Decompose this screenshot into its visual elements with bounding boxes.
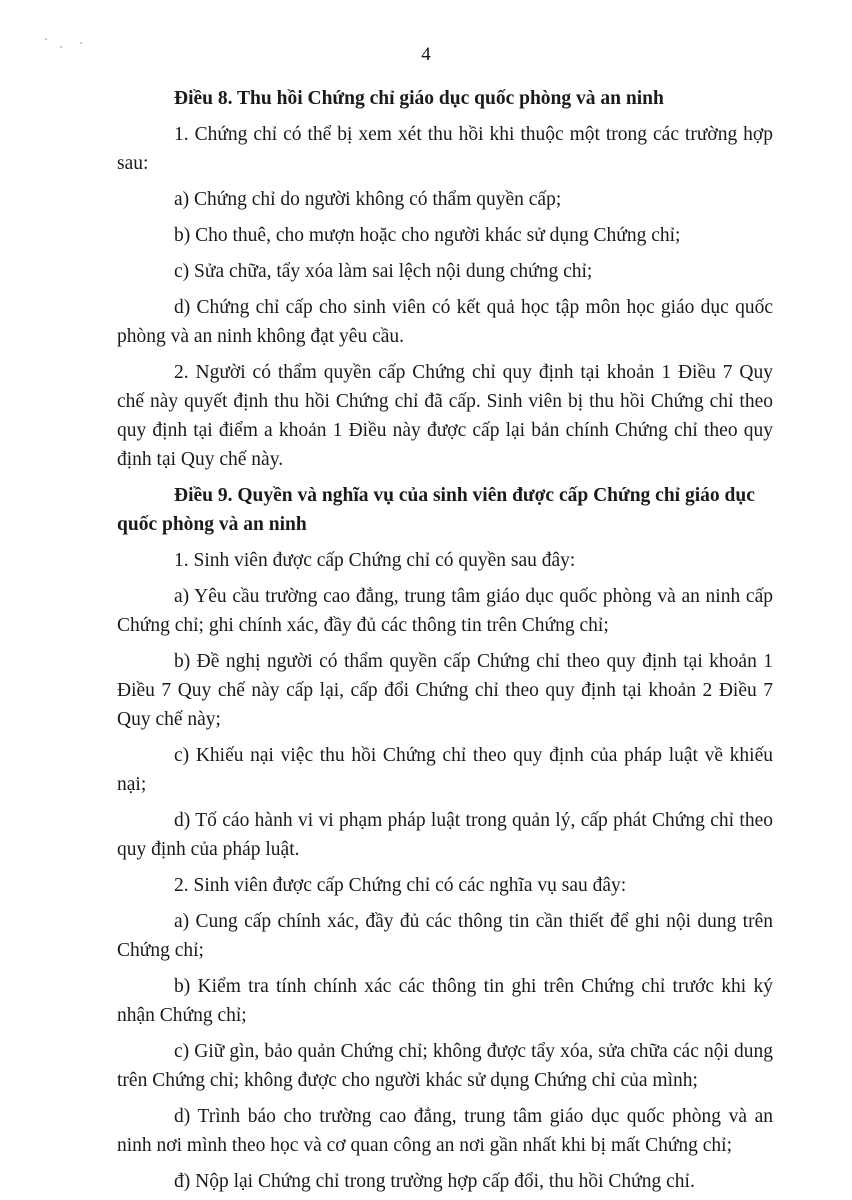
article-8-clause-1-d: d) Chứng chỉ cấp cho sinh viên có kết quả học tập môn học giáo dục quốc phòng và an ninh không đạt yêu cầu. [117,297,773,347]
article-9-clause-2-a: a) Cung cấp chính xác, đầy đủ các thông tin cần thiết để ghi nội dung trên Chứng chỉ; [117,911,773,961]
article-9-clause-2-dd: đ) Nộp lại Chứng chỉ trong trường hợp cấp đổi, thu hồi Chứng chỉ. [174,1171,695,1192]
article-9-clause-2-b: b) Kiểm tra tính chính xác các thông tin ghi trên Chứng chỉ trước khi ký nhận Chứng chỉ; [117,976,773,1026]
article-9-heading: Điều 9. Quyền và nghĩa vụ của sinh viên được cấp Chứng chỉ giáo dục quốc phòng và an ninh [117,485,755,535]
article-9-clause-1-a: a) Yêu cầu trường cao đẳng, trung tâm giáo dục quốc phòng và an ninh cấp Chứng chỉ; ghi chính xác, đầy đủ các thông tin trên Chứng chỉ; [117,586,773,636]
article-9-clause-1-b: b) Đề nghị người có thẩm quyền cấp Chứng chỉ theo quy định tại khoản 1 Điều 7 Quy chế này cấp lại, cấp đổi Chứng chỉ theo quy định tại khoản 2 Điều 7 Quy chế này; [117,651,773,730]
article-9-clause-1: 1. Sinh viên được cấp Chứng chỉ có quyền sau đây: [174,550,576,571]
article-9-clause-1-d: d) Tố cáo hành vi vi phạm pháp luật trong quản lý, cấp phát Chứng chỉ theo quy định của pháp luật. [117,810,773,860]
page-number: 4 [421,44,431,65]
article-8-clause-1-a: a) Chứng chỉ do người không có thẩm quyền cấp; [174,189,562,210]
article-9-clause-1-c: c) Khiếu nại việc thu hồi Chứng chỉ theo quy định của pháp luật về khiếu nại; [117,745,773,795]
article-9-clause-2: 2. Sinh viên được cấp Chứng chỉ có các nghĩa vụ sau đây: [174,875,627,896]
article-9-clause-2-d: d) Trình báo cho trường cao đẳng, trung tâm giáo dục quốc phòng và an ninh nơi mình theo học và cơ quan công an nơi gần nhất khi bị mất Chứng chỉ; [117,1106,773,1156]
article-8-clause-1: 1. Chứng chỉ có thể bị xem xét thu hồi khi thuộc một trong các trường hợp sau: [117,124,773,174]
document-body [117,84,773,1196]
article-8-heading: Điều 8. Thu hồi Chứng chỉ giáo dục quốc phòng và an ninh [174,88,664,109]
article-8-clause-1-b: b) Cho thuê, cho mượn hoặc cho người khác sử dụng Chứng chỉ; [174,225,681,246]
article-9-clause-2-c: c) Giữ gìn, bảo quản Chứng chỉ; không được tẩy xóa, sửa chữa các nội dung trên Chứng chỉ; không được cho người khác sử dụng Chứng chỉ của mình; [117,1041,773,1091]
article-8-clause-1-c: c) Sửa chữa, tẩy xóa làm sai lệch nội dung chứng chỉ; [174,261,593,282]
article-8-clause-2: 2. Người có thẩm quyền cấp Chứng chỉ quy định tại khoản 1 Điều 7 Quy chế này quyết định thu hồi Chứng chỉ đã cấp. Sinh viên bị thu hồi Chứng chỉ theo quy định tại điểm a khoản 1 Điều này được cấp lại bản chính Chứng chỉ theo quy định tại Quy chế này. [117,362,773,470]
scan-speck [45,38,47,40]
